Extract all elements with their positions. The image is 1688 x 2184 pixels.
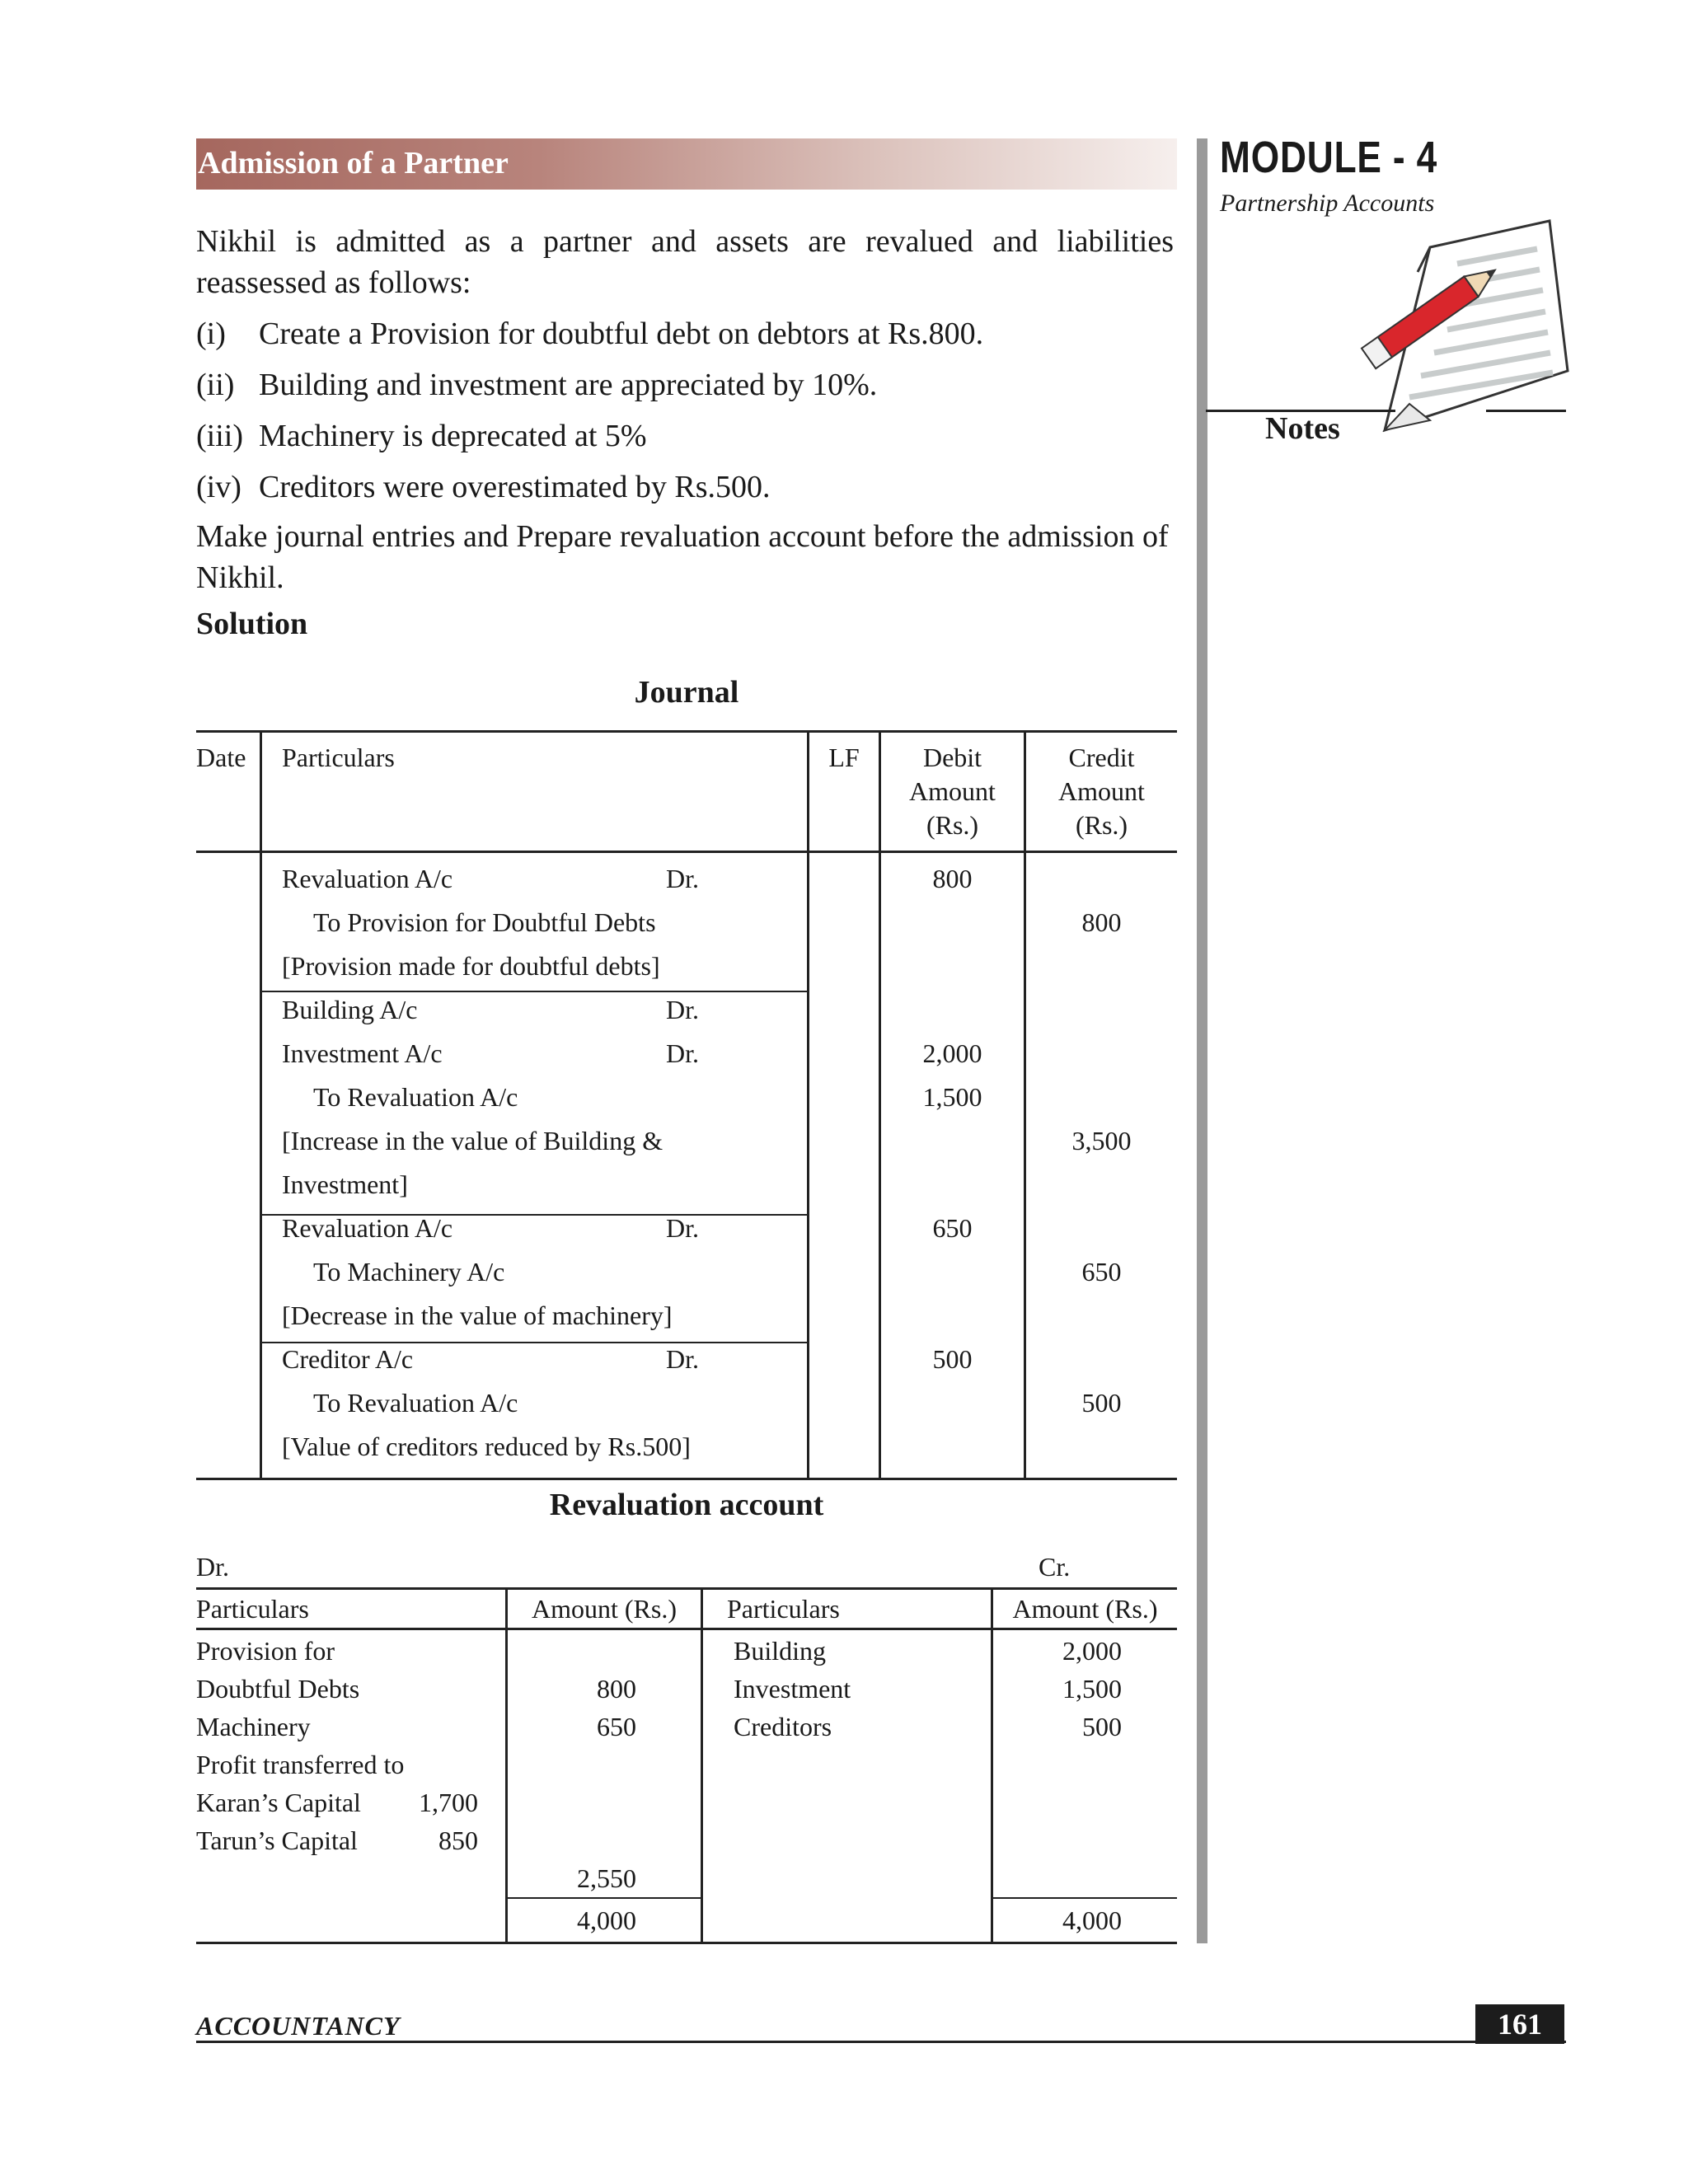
reval-sub-amount: 1,700 bbox=[419, 1788, 478, 1817]
journal-dr-mark: Dr. bbox=[666, 1344, 699, 1374]
journal-narration: [Increase in the value of Building & bbox=[282, 1126, 663, 1155]
reval-debit-item: Profit transferred to bbox=[196, 1750, 405, 1779]
col-divider bbox=[701, 1587, 703, 1943]
footer-label: ACCOUNTANCY bbox=[196, 2011, 401, 2041]
reval-credit-amount: 2,000 bbox=[1062, 1636, 1122, 1666]
list-item bbox=[196, 313, 983, 354]
item-number: (iii) bbox=[196, 419, 243, 453]
page-number: 161 bbox=[1475, 2004, 1564, 2044]
journal-narration: [Provision made for doubtful debts] bbox=[282, 951, 660, 981]
module-title: MODULE - 4 bbox=[1220, 133, 1438, 182]
reval-total-left: 4,000 bbox=[577, 1905, 636, 1935]
revaluation-title: Revaluation account bbox=[549, 1488, 824, 1522]
list-item bbox=[196, 415, 647, 457]
dr-label: Dr. bbox=[196, 1552, 229, 1582]
item-text: Building and investment are appreciated by 10%. bbox=[259, 368, 878, 402]
reval-debit-amount: 650 bbox=[597, 1712, 636, 1741]
journal-debit: 1,500 bbox=[922, 1082, 982, 1112]
notes-label: Notes bbox=[1265, 411, 1340, 446]
reval-header-amount: Amount (Rs.) bbox=[532, 1594, 677, 1624]
col-header-credit: Amount bbox=[1058, 776, 1145, 806]
item-text: Create a Provision for doubtful debt on debtors at Rs.800. bbox=[259, 316, 984, 351]
col-header-credit: Credit bbox=[1068, 743, 1135, 772]
reval-header-amount: Amount (Rs.) bbox=[1012, 1594, 1158, 1624]
journal-particular: To Provision for Doubtful Debts bbox=[313, 907, 656, 937]
col-header-date: Date bbox=[196, 743, 246, 772]
problem-intro: Nikhil is admitted as a partner and assets are revalued and liabilities reassessed as follows: bbox=[196, 224, 1174, 300]
reval-credit-amount: 500 bbox=[1082, 1712, 1122, 1741]
journal-particular: Revaluation A/c bbox=[282, 1213, 453, 1243]
journal-particular: Building A/c bbox=[282, 995, 418, 1024]
journal-particular: Creditor A/c bbox=[282, 1344, 414, 1374]
item-number: (iv) bbox=[196, 470, 241, 504]
journal-dr-mark: Dr. bbox=[666, 864, 699, 893]
journal-narration: Investment] bbox=[282, 1169, 408, 1199]
journal-credit: 500 bbox=[1081, 1388, 1122, 1418]
reval-credit-item: Investment bbox=[734, 1674, 851, 1704]
col-header-particulars: Particulars bbox=[282, 743, 395, 772]
journal-particular: To Revaluation A/c bbox=[313, 1082, 518, 1112]
journal-particular: Revaluation A/c bbox=[282, 864, 453, 893]
solution-heading: Solution bbox=[196, 607, 308, 641]
journal-header-rule bbox=[196, 851, 1177, 853]
reval-sub-amount: 850 bbox=[438, 1825, 478, 1855]
col-divider bbox=[1024, 730, 1026, 1479]
journal-debit: 800 bbox=[932, 864, 973, 893]
reval-header-rule bbox=[196, 1628, 1177, 1630]
reval-credit-item: Creditors bbox=[734, 1712, 832, 1741]
col-divider bbox=[807, 730, 809, 1479]
reval-credit-amount: 1,500 bbox=[1062, 1674, 1122, 1704]
item-number: (i) bbox=[196, 316, 226, 351]
journal-particular: Investment A/c bbox=[282, 1038, 443, 1068]
col-header-credit: (Rs.) bbox=[1075, 810, 1128, 840]
reval-bottom-rule bbox=[196, 1942, 1177, 1944]
item-text: Creditors were overestimated by Rs.500. bbox=[259, 470, 771, 504]
journal-top-rule bbox=[196, 730, 1177, 733]
col-divider bbox=[260, 730, 262, 1479]
journal-debit: 650 bbox=[932, 1213, 973, 1243]
footer-rule bbox=[196, 2041, 1566, 2043]
col-header-debit: (Rs.) bbox=[926, 810, 979, 840]
reval-debit-item: Provision for bbox=[196, 1636, 335, 1666]
journal-narration: [Decrease in the value of machinery] bbox=[282, 1301, 673, 1330]
reval-total-rule-left bbox=[506, 1897, 702, 1899]
reval-debit-item: Doubtful Debts bbox=[196, 1674, 360, 1704]
journal-debit: 2,000 bbox=[922, 1038, 982, 1068]
reval-debit-amount: 2,550 bbox=[577, 1863, 636, 1893]
reval-header-particulars: Particulars bbox=[727, 1594, 840, 1624]
journal-bottom-rule bbox=[196, 1478, 1177, 1480]
reval-header-particulars: Particulars bbox=[196, 1594, 309, 1624]
col-header-debit: Amount bbox=[909, 776, 996, 806]
col-header-lf: LF bbox=[828, 743, 860, 772]
reval-top-rule bbox=[196, 1587, 1177, 1590]
journal-dr-mark: Dr. bbox=[666, 995, 699, 1024]
reval-debit-item: Karan’s Capital bbox=[196, 1788, 361, 1817]
reval-debit-item: Machinery bbox=[196, 1712, 311, 1741]
item-number: (ii) bbox=[196, 368, 235, 402]
journal-credit: 650 bbox=[1081, 1257, 1122, 1286]
journal-particular: To Revaluation A/c bbox=[313, 1388, 518, 1418]
journal-dr-mark: Dr. bbox=[666, 1038, 699, 1068]
list-item bbox=[196, 466, 771, 508]
reval-credit-item: Building bbox=[734, 1636, 827, 1666]
notes-rule-right bbox=[1486, 410, 1566, 412]
module-subtitle: Partnership Accounts bbox=[1220, 190, 1435, 217]
journal-credit: 800 bbox=[1081, 907, 1122, 937]
journal-title: Journal bbox=[634, 675, 739, 710]
cr-label: Cr. bbox=[1039, 1552, 1071, 1582]
journal-debit: 500 bbox=[932, 1344, 973, 1374]
reval-debit-amount: 800 bbox=[597, 1674, 636, 1704]
col-header-debit: Debit bbox=[922, 743, 982, 772]
reval-debit-item: Tarun’s Capital bbox=[196, 1825, 358, 1855]
section-title: Admission of a Partner bbox=[198, 146, 509, 180]
problem-task: Make journal entries and Prepare revaluation account before the admission of Nikhil. bbox=[196, 519, 1169, 595]
item-text: Machinery is deprecated at 5% bbox=[259, 419, 647, 453]
journal-dr-mark: Dr. bbox=[666, 1213, 699, 1243]
reval-total-right: 4,000 bbox=[1062, 1905, 1122, 1935]
journal-credit: 3,500 bbox=[1071, 1126, 1132, 1155]
list-item bbox=[196, 364, 877, 405]
journal-narration: [Value of creditors reduced by Rs.500] bbox=[282, 1432, 691, 1461]
reval-total-rule-right bbox=[992, 1897, 1177, 1899]
journal-particular: To Machinery A/c bbox=[313, 1257, 505, 1286]
